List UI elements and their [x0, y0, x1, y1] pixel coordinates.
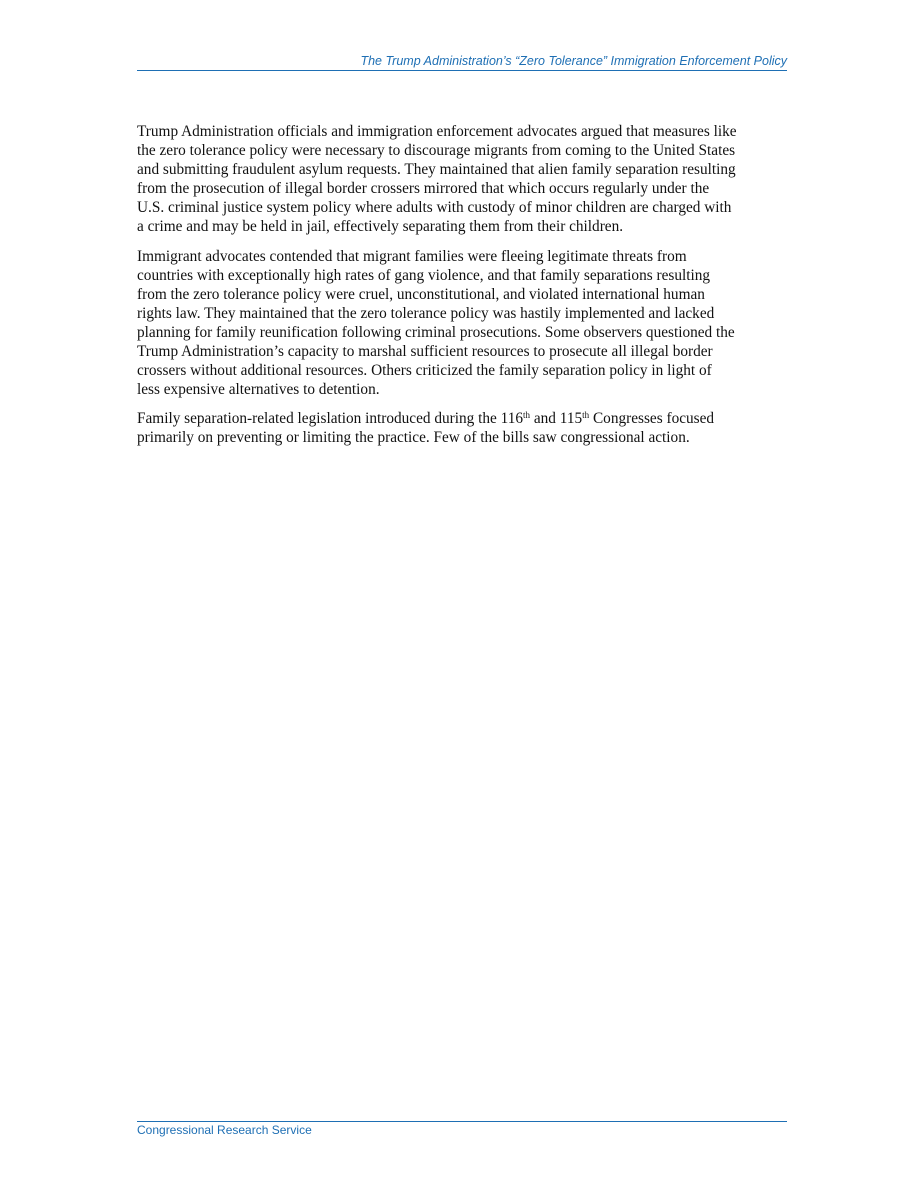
- paragraph-line: [137, 409, 789, 428]
- paragraph-line: rights law. They maintained that the zero tolerance policy was hastily implemented and lacked: [137, 304, 715, 322]
- header-rule: [137, 70, 787, 71]
- paragraph-1: [137, 122, 789, 237]
- text-run: and 115: [530, 410, 583, 428]
- paragraph-line: the zero tolerance policy were necessary to discourage migrants from coming to the United States: [137, 142, 736, 160]
- body-text: [137, 122, 789, 458]
- footer-publisher: Congressional Research Service: [137, 1123, 312, 1137]
- paragraph-line: from the zero tolerance policy were cruel, unconstitutional, and violated international human: [137, 285, 705, 303]
- footer-rule: [137, 1121, 787, 1122]
- paragraph-line: less expensive alternatives to detention.: [137, 381, 380, 399]
- ordinal-superscript: th: [523, 410, 531, 421]
- paragraph-3: [137, 409, 789, 447]
- paragraph-line: a crime and may be held in jail, effectively separating them from their children.: [137, 218, 624, 236]
- paragraph-line: crossers without additional resources. Others criticized the family separation policy in light of: [137, 362, 712, 380]
- running-header: The Trump Administration’s “Zero Tolerance” Immigration Enforcement Policy: [360, 54, 787, 68]
- paragraph-line: Trump Administration officials and immigration enforcement advocates argued that measures like: [137, 123, 737, 140]
- paragraph-line: planning for family reunification following criminal prosecutions. Some observers questioned the: [137, 323, 735, 341]
- paragraph-line: and submitting fraudulent asylum requests. They maintained that alien family separation resulting: [137, 161, 736, 179]
- paragraph-line: from the prosecution of illegal border crossers mirrored that which occurs regularly under the: [137, 180, 710, 198]
- paragraph-line: Trump Administration’s capacity to marshal sufficient resources to prosecute all illegal border: [137, 343, 713, 361]
- paragraph-line: primarily on preventing or limiting the practice. Few of the bills saw congressional action.: [137, 429, 690, 447]
- paragraph-2: [137, 247, 789, 400]
- paragraph-line: Immigrant advocates contended that migrant families were fleeing legitimate threats from: [137, 247, 687, 265]
- ordinal-superscript: th: [582, 410, 590, 421]
- text-run: Congresses focused: [589, 410, 715, 428]
- paragraph-line: U.S. criminal justice system policy where adults with custody of minor children are charged with: [137, 199, 732, 217]
- paragraph-line: countries with exceptionally high rates of gang violence, and that family separations resulting: [137, 266, 711, 284]
- text-run: Family separation-related legislation introduced during the 116: [137, 410, 523, 428]
